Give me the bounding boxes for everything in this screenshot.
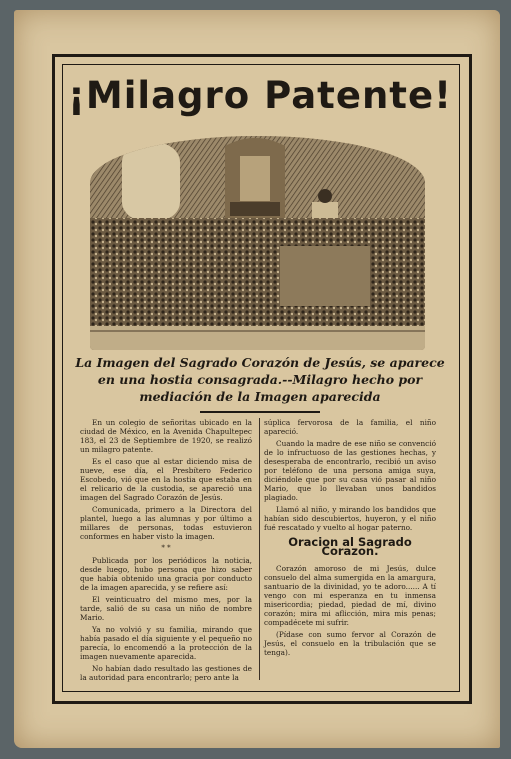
paragraph: No habían dado resultado las gestiones de la autoridad para encontrarlo; pero ante la: [80, 664, 252, 682]
paragraph: Ya no volvió y su familia, mirando que había pasado el día siguiente y el pequeño no parecía, lo encomendó a la protección de la imagen nuevamente aparecida.: [80, 625, 252, 661]
paragraph: Llamó al niño, y mirando los bandidos que habían sido descubiertos, huyeron, y el niño fué rescatado y vuelto al hogar paterno.: [264, 505, 436, 532]
paragraph: En un colegio de señoritas ubicado en la ciudad de México, en la Avenida Chapultepec 183, el 23 de Septiembre de 1920, se realizó un milagro patente.: [80, 418, 252, 454]
paragraph: Publicada por los periódicos la noticia, desde luego, hubo persona que hizo saber que había obtenido una gracia por conducto de la imagen aparecida, y se refiere así:: [80, 556, 252, 592]
paragraph: súplica fervorosa de la familia, el niño apareció.: [264, 418, 436, 436]
paragraph: El veinticuatro del mismo mes, por la tarde, salió de su casa un niño de nombre Mario.: [80, 595, 252, 622]
prayer-title: Oracion al Sagrado Corazon.: [288, 535, 412, 558]
page-title: ¡Milagro Patente!: [68, 74, 452, 117]
divider-rule: [200, 411, 320, 413]
engraving-illustration: [90, 136, 425, 350]
right-column: [264, 418, 436, 660]
separator-stars: * *: [161, 544, 171, 552]
paragraph: Comunicada, primero a la Directora del plantel, luego a las alumnas y por último a millares de personas, todas estuvieron conformes en haber visto la imagen.: [80, 505, 252, 541]
paragraph: Cuando la madre de ese niño se convenció de lo infructuoso de las gestiones hechas, y desesperaba de encontrarlo, recibió un aviso por teléfono de una persona amiga suya, diciéndole que por su casa vió pasar al niño Mario, que lo llevaban unos bandidos plagiado.: [264, 439, 436, 502]
prayer-paragraph: (Pídase con sumo fervor al Corazón de Jesús, el consuelo en la tribulación que se tenga).: [264, 630, 436, 657]
left-column: [80, 418, 252, 685]
subtitle: La Imagen del Sagrado Corazón de Jesús, se aparece en una hostia consagrada.--Milagro hecho por mediación de la Imagen aparecida: [75, 355, 445, 404]
prayer-paragraph: Corazón amoroso de mi Jesús, dulce consuelo del alma sumergida en la amargura, santuario de la divinidad, yo te adoro...... A tí vengo con mi esperanza en tu inmensa misericordia; piedad, piedad de mí, divino corazón; mira mi aflicción, mira mis penas; compadécete mi sufrir.: [264, 564, 436, 627]
chapel-engraving-image: [90, 136, 425, 350]
paragraph: Es el caso que al estar diciendo misa de nueve, ese día, el Presbítero Federico Escobedo, vió que en la hostia que estaba en el relicario de la custodia, se apareció una imagen del Sagrado Corazón de Jesús.: [80, 457, 252, 502]
column-divider: [259, 418, 260, 680]
